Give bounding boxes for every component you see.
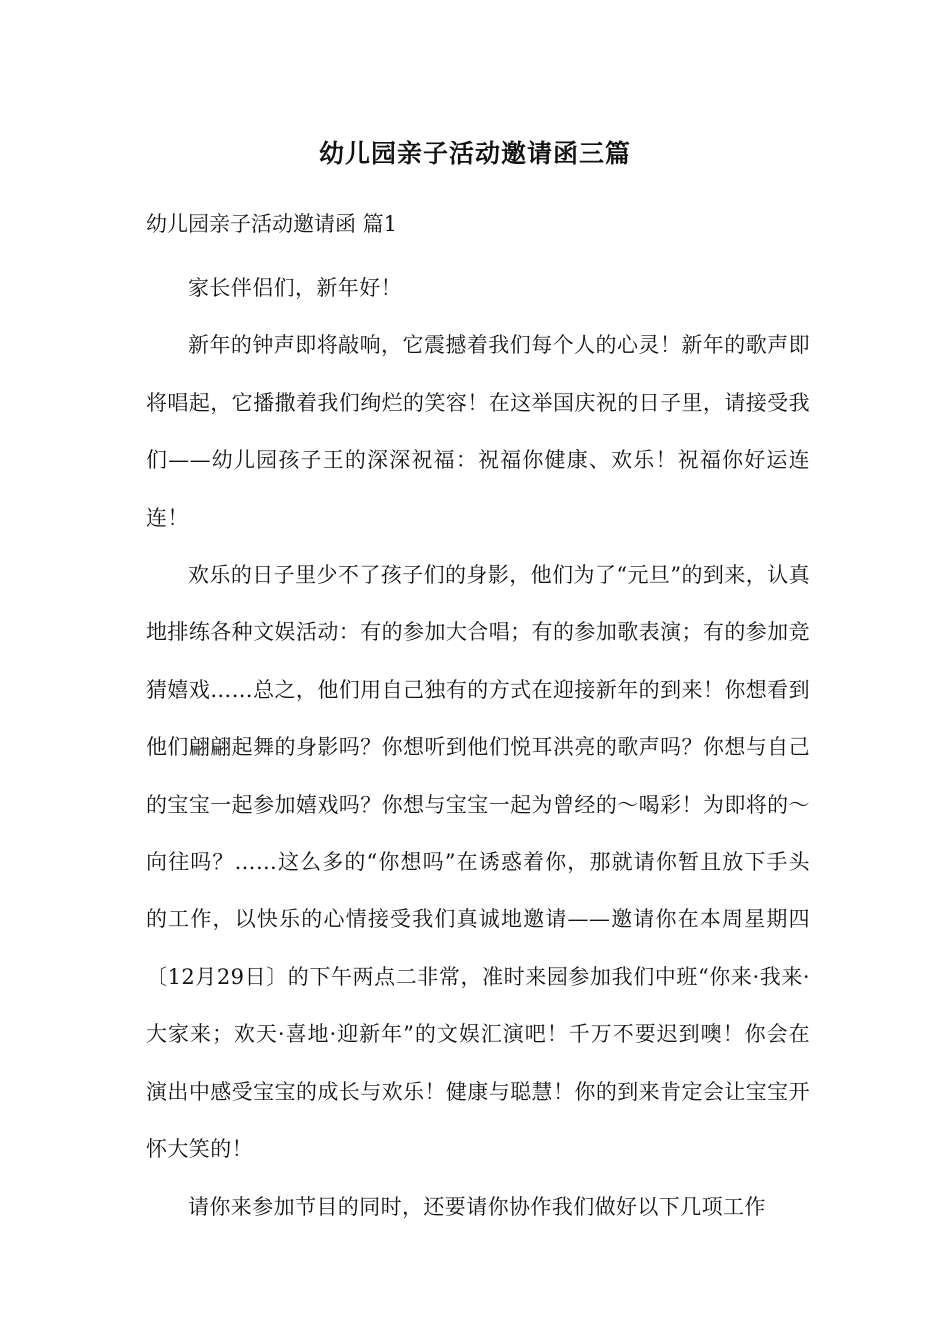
document-body <box>146 260 810 1236</box>
paragraph-new-year-wishes: 新年的钟声即将敲响，它震撼着我们每个人的心灵！新年的歌声即将唱起，它播撒着我们绚烂的笑容！在这举国庆祝的日子里，请接受我们——幼儿园孩子王的深深祝福：祝福你健康、欢乐！祝福你好运连连！ <box>146 333 810 530</box>
paragraph-invitation: 欢乐的日子里少不了孩子们的身影，他们为了“元旦”的到来，认真地排练各种文娱活动：有的参加大合唱；有的参加歌表演；有的参加竞猜嬉戏……总之，他们用自己独有的方式在迎接新年的到来！你想看到他们翩翩起舞的身影吗？你想听到他们悦耳洪亮的歌声吗？你想与自己的宝宝一起参加嬉戏吗？你想与宝宝一起为曾经的～喝彩！为即将的～向往吗？……这么多的“你想吗”在诱惑着你，那就请你暂且放下手头的工作，以快乐的心情接受我们真诚地邀请——邀请你在本周星期四〔12月29日〕的下午两点二非常，准时来园参加我们中班“你来·我来·大家来；欢天·喜地·迎新年”的文娱汇演吧！千万不要迟到噢！你会在演出中感受宝宝的成长与欢乐！健康与聪慧！你的到来肯定会让宝宝开怀大笑的！ <box>146 563 810 1162</box>
paragraph-cooperation: 请你来参加节目的同时，还要请你协作我们做好以下几项工作 <box>188 1194 766 1219</box>
document-title: 幼儿园亲子活动邀请函三篇 <box>318 139 631 168</box>
paragraph-greeting: 家长伴侣们，新年好！ <box>188 276 402 300</box>
section-heading: 幼儿园亲子活动邀请函 篇1 <box>146 212 398 236</box>
